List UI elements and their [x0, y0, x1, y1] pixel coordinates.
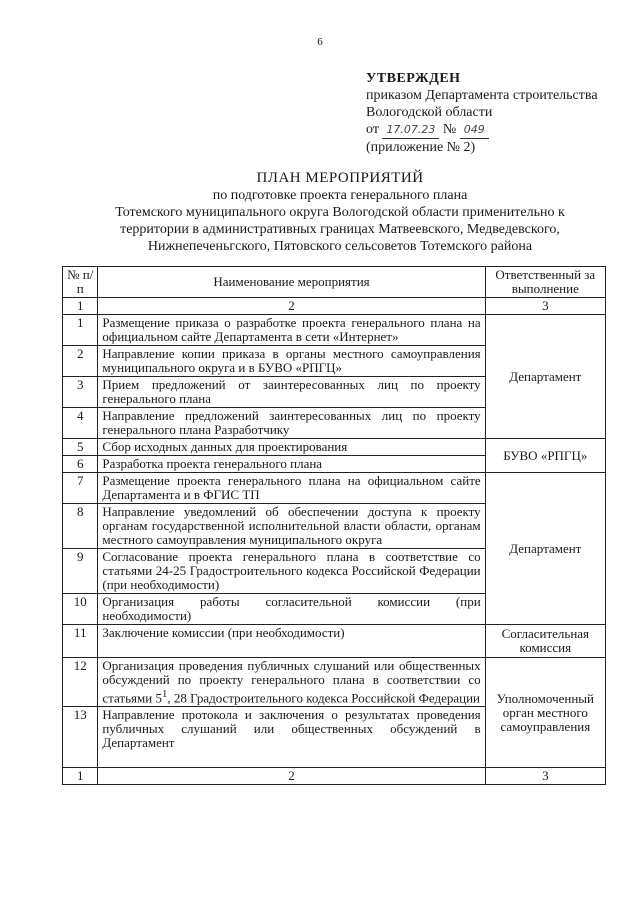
column-number: 2: [98, 298, 485, 315]
column-numbers-row: [63, 298, 606, 315]
row-number: 7: [63, 473, 98, 504]
header-name: Наименование мероприятия: [98, 267, 485, 298]
approval-appendix: (приложение № 2): [366, 140, 476, 155]
row-number: 2: [63, 346, 98, 377]
responsible-cell: Согласительная комиссия: [485, 625, 605, 658]
row-text: [98, 658, 485, 707]
responsible-cell: Департамент: [485, 473, 605, 625]
date-prefix: от: [366, 122, 379, 137]
handwritten-number: 049: [460, 121, 489, 139]
table-row: [63, 658, 606, 707]
responsible-cell: Департамент: [485, 315, 605, 439]
column-number: 1: [63, 768, 98, 785]
row-number: 5: [63, 439, 98, 456]
page-number: 6: [317, 36, 323, 48]
row-number: 6: [63, 456, 98, 473]
row-number: 10: [63, 594, 98, 625]
row-text: Размещение проекта генерального плана на официальном сайте Департамента и в ФГИС ТП: [98, 473, 485, 504]
responsible-cell: БУВО «РПГЦ»: [485, 439, 605, 473]
approval-title: УТВЕРЖДЕН: [366, 71, 461, 86]
approval-line: приказом Департамента строительства: [366, 88, 598, 103]
plan-subtitle-line: Тотемского муниципального округа Вологодской области применительно к: [115, 205, 565, 220]
row-text: Разработка проекта генерального плана: [98, 456, 485, 473]
row-number: 8: [63, 504, 98, 549]
header-num: № п/п: [63, 267, 98, 298]
plan-subtitle-line: территории в административных границах Матвеевского, Медведевского,: [120, 222, 560, 237]
row-number: 4: [63, 408, 98, 439]
table-row: [63, 473, 606, 504]
approval-block: [366, 70, 636, 156]
row-text: Прием предложений от заинтересованных лиц по проекту генерального плана: [98, 377, 485, 408]
row-number: 1: [63, 315, 98, 346]
number-prefix: №: [442, 122, 457, 137]
row-number: 9: [63, 549, 98, 594]
approval-line: Вологодской области: [366, 105, 493, 120]
row-text: Организация работы согласительной комиссии (при необходимости): [98, 594, 485, 625]
column-numbers-row: [63, 768, 606, 785]
column-number: 3: [485, 768, 605, 785]
row-text: Согласование проекта генерального плана в соответствие со статьями 24-25 Градостроительного кодекса Российской Федерации (при необходимости): [98, 549, 485, 594]
row-text: Направление протокола и заключения о результатах проведения публичных слушаний или общественных обсуждений в Департамент: [98, 707, 485, 768]
plan-subtitle-line: Нижнепеченьгского, Пятовского сельсоветов Тотемского района: [147, 239, 533, 254]
column-number: 3: [485, 298, 605, 315]
table-row: [63, 439, 606, 456]
plan-title: ПЛАН МЕРОПРИЯТИЙ: [256, 170, 424, 186]
plan-heading: [70, 170, 610, 255]
handwritten-date: 17.07.23: [382, 121, 439, 139]
row-text-part: Организация проведения публичных слушаний или общественных обсуждений по проекту генерального плана в соответствии со статьями 5: [102, 658, 481, 706]
approval-date-line: [366, 121, 636, 139]
column-number: 2: [98, 768, 485, 785]
row-text-part: , 28 Градостроительного кодекса Российской Федерации: [167, 690, 481, 706]
row-text: Направление предложений заинтересованных лиц по проекту генерального плана Разработчику: [98, 408, 485, 439]
row-number: 11: [63, 625, 98, 658]
header-responsible: Ответственный за выполнение: [485, 267, 605, 298]
row-text: Размещение приказа о разработке проекта генерального плана на официальном сайте Департамента в сети «Интернет»: [98, 315, 485, 346]
row-number: 13: [63, 707, 98, 768]
table-row: [63, 315, 606, 346]
row-text: Заключение комиссии (при необходимости): [98, 625, 485, 658]
responsible-cell: Уполномоченный орган местного самоуправления: [485, 658, 605, 768]
column-number: 1: [63, 298, 98, 315]
row-number: 3: [63, 377, 98, 408]
row-text: Направление уведомлений об обеспечении доступа к проекту органам государственной исполнительной власти области, органам местного самоуправления муниципального округа: [98, 504, 485, 549]
row-text: Направление копии приказа в органы местного самоуправления муниципального округа и в БУВО «РПГЦ»: [98, 346, 485, 377]
plan-subtitle-line: по подготовке проекта генерального плана: [212, 188, 468, 203]
table-header-row: [63, 267, 606, 298]
superscript: 1: [161, 688, 168, 700]
row-text: Сбор исходных данных для проектирования: [98, 439, 485, 456]
row-number: 12: [63, 658, 98, 707]
table-row: [63, 625, 606, 658]
plan-table: [62, 266, 606, 785]
